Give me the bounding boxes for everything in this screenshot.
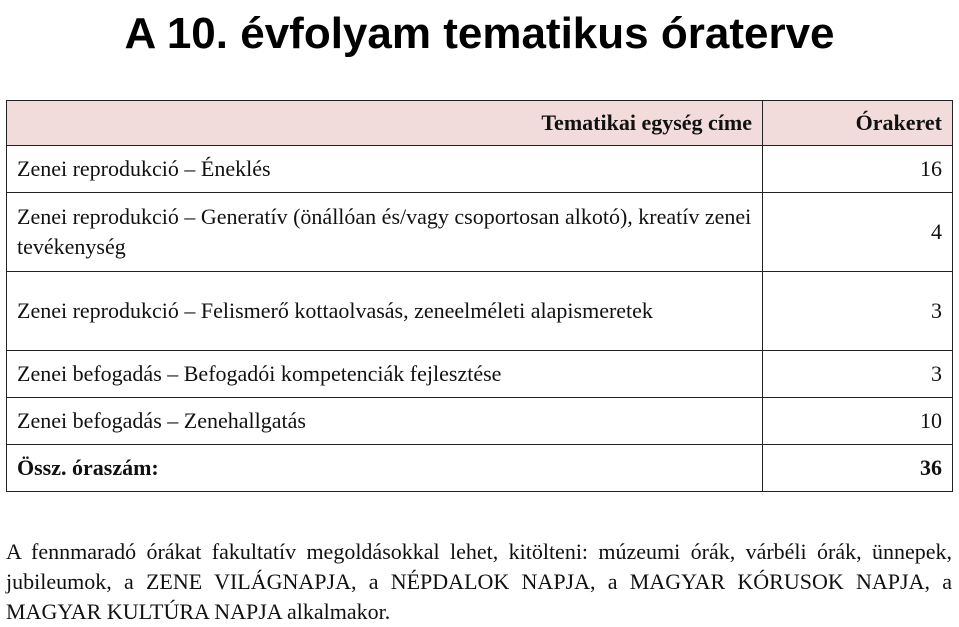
header-hours: Órakeret xyxy=(763,101,953,146)
table-row xyxy=(7,146,953,193)
table-header-row xyxy=(7,101,953,146)
row-topic: Zenei befogadás – Zenehallgatás xyxy=(7,398,763,445)
row-topic: Zenei reprodukció – Generatív (önállóan és/vagy csoportosan alkotó), kreatív zenei tevékenység xyxy=(7,193,763,272)
row-hours: 10 xyxy=(763,398,953,445)
row-hours: 3 xyxy=(763,351,953,398)
row-topic: Zenei reprodukció – Éneklés xyxy=(7,146,763,193)
row-hours: 3 xyxy=(763,272,953,351)
table-row xyxy=(7,193,953,272)
table-row xyxy=(7,351,953,398)
row-topic: Zenei reprodukció – Felismerő kottaolvasás, zeneelméleti alapismeretek xyxy=(7,272,763,351)
row-hours: 16 xyxy=(763,146,953,193)
table-row xyxy=(7,272,953,351)
page-title: A 10. évfolyam tematikus óraterve xyxy=(124,9,835,58)
table-row xyxy=(7,398,953,445)
row-topic: Zenei befogadás – Befogadói kompetenciák fejlesztése xyxy=(7,351,763,398)
total-row xyxy=(7,445,953,492)
row-hours: 4 xyxy=(763,193,953,272)
header-topic: Tematikai egység címe xyxy=(7,101,763,146)
footnote-paragraph: A fennmaradó órákat fakultatív megoldásokkal lehet, kitölteni: múzeumi órák, várbéli órák, ünnepek, jubileumok, a ZENE VILÁGNAPJA, a NÉPDALOK NAPJA, a MAGYAR KÓRUSOK NAPJA, a MAGYAR KULTÚRA NAPJA alkalmakor. xyxy=(6,539,952,624)
total-value: 36 xyxy=(763,445,953,492)
lesson-plan-table xyxy=(6,100,953,492)
total-label: Össz. óraszám: xyxy=(7,445,763,492)
